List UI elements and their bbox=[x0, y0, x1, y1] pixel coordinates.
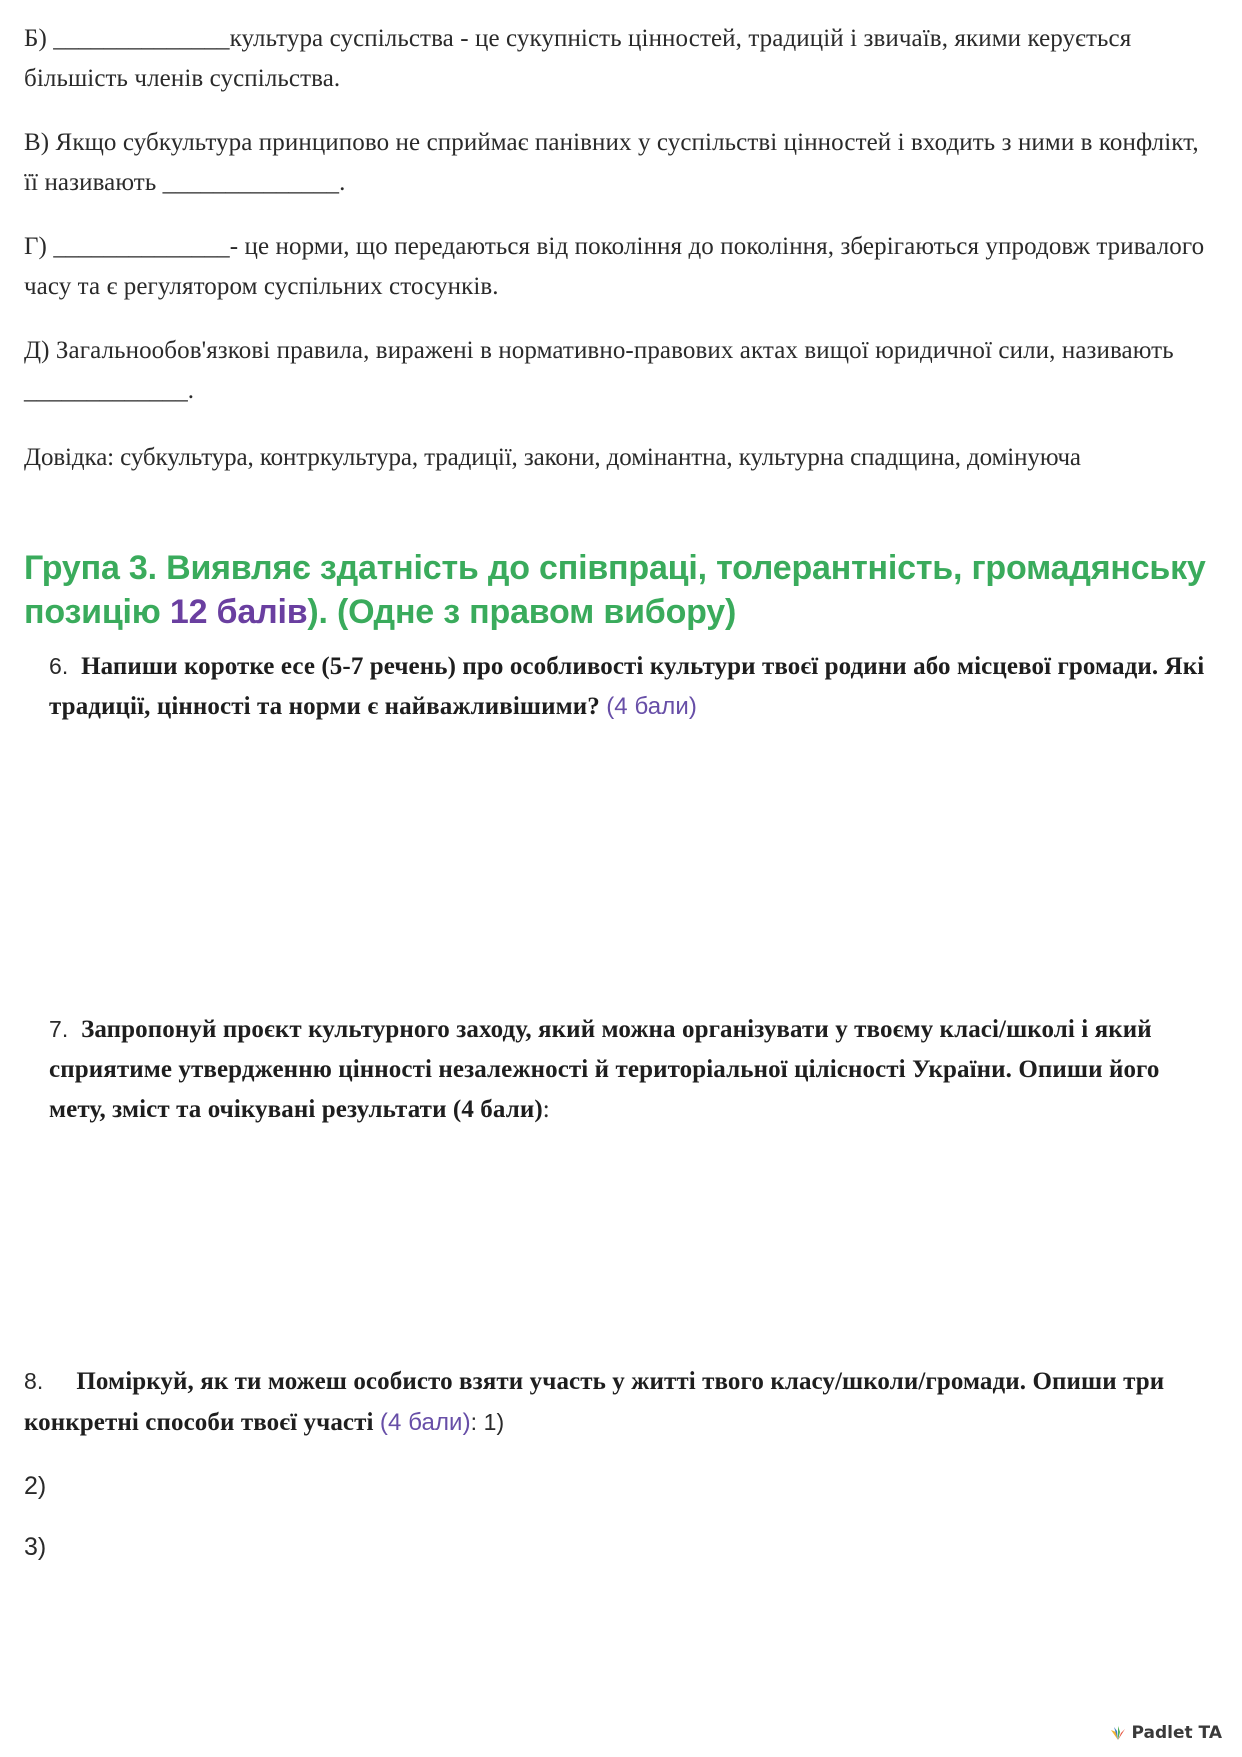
group3-points: 12 балів bbox=[169, 593, 308, 631]
reference-list bbox=[24, 438, 1219, 478]
padlet-watermark bbox=[1109, 1723, 1222, 1743]
group3-title-end: ). (Одне з правом вибору) bbox=[307, 593, 737, 631]
task-6-number: 6. bbox=[49, 653, 69, 679]
group3-title-start: Група 3. Виявляє здатність до співпраці, толерантність, громадянську позицію bbox=[24, 549, 1206, 631]
task-8-number: 8. bbox=[24, 1368, 44, 1394]
item-v-text: В) Якщо субкультура принципово не сприймає панівних у суспільстві цінностей і входить з ними в конфлікт, її називають ______________. bbox=[24, 129, 1199, 196]
item-v bbox=[24, 123, 1219, 203]
task-7-text: Запропонуй проєкт культурного заходу, який можна організувати у твоєму класі/школі і який сприятиме утвердженню цінності незалежності й територіальної цілісності України. Опиши його мету, зміст та очікувані результати (4 бали) bbox=[49, 1016, 1160, 1123]
item-d-text: Д) Загальнообов'язкові правила, виражені в нормативно-правових актах вищої юридичної сили, називають _____________. bbox=[24, 337, 1174, 404]
task-8-points: (4 бали) bbox=[379, 1409, 471, 1436]
task-8 bbox=[24, 1361, 1219, 1443]
item-d bbox=[24, 331, 1219, 411]
answer-line-2: 2) bbox=[24, 1472, 47, 1500]
item-b-text: культура суспільства - це сукупність цінностей, традицій і звичаїв, якими керується більшість членів суспільства. bbox=[24, 25, 1132, 92]
task-6-points: (4 бали) bbox=[606, 693, 697, 720]
item-g bbox=[24, 227, 1219, 307]
item-b bbox=[24, 19, 1219, 99]
task-7-suffix: : bbox=[542, 1096, 550, 1123]
reference-text: Довідка: субкультура, контркультура, традиції, закони, домінантна, культурна спадщина, домінуюча bbox=[24, 444, 1081, 471]
item-g-prefix: Г) ______________ bbox=[24, 233, 230, 260]
item-g-text: - це норми, що передаються від покоління до покоління, зберігаються упродовж тривалого часу та є регулятором суспільних стосунків. bbox=[24, 233, 1205, 300]
item-b-prefix: Б) ______________ bbox=[24, 25, 230, 52]
task-7 bbox=[49, 1009, 1219, 1130]
task-6-text: Напиши коротке есе (5-7 речень) про особливості культури твоєї родини або місцевої громади. Які традиції, цінності та норми є найважливішими? bbox=[49, 653, 1205, 720]
padlet-leaf-icon bbox=[1109, 1725, 1127, 1741]
group3-heading bbox=[24, 546, 1219, 634]
task-8-text: Поміркуй, як ти можеш особисто взяти участь у житті твого класу/школи/громади. Опиши три конкретні способи твоєї участі bbox=[24, 1368, 1165, 1436]
task-6 bbox=[49, 646, 1219, 727]
task-8-suffix: : 1) bbox=[470, 1409, 505, 1435]
padlet-watermark-text: Padlet TA bbox=[1131, 1723, 1222, 1743]
task-7-number: 7. bbox=[49, 1016, 69, 1042]
answer-line-3: 3) bbox=[24, 1533, 47, 1561]
